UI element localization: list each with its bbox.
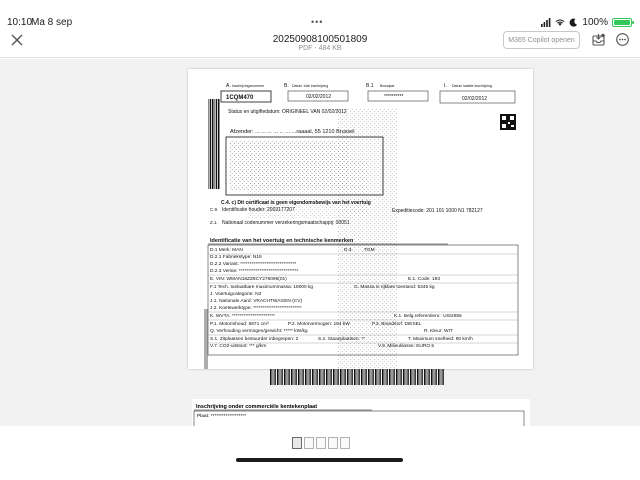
plate-number: 1CQM470 xyxy=(226,95,254,101)
standing-places: S.2. Staanplaatsen: ** xyxy=(318,337,365,342)
inbox-icon[interactable] xyxy=(592,33,605,46)
label-a: A. xyxy=(226,83,231,89)
thumbnail-page-4[interactable] xyxy=(328,437,338,449)
pdf-page[interactable] xyxy=(188,69,533,369)
document-viewer[interactable] xyxy=(0,59,640,426)
document-toolbar xyxy=(0,24,640,58)
more-icon[interactable] xyxy=(616,33,629,46)
row-2: D.2.2 Variant: ****************************** xyxy=(210,262,297,267)
last-registration-date: 02/02/2012 xyxy=(462,96,488,102)
e1-code: E.1. Code: 193 xyxy=(408,277,441,282)
row-5: F.1 Tech. toelaatbare maximummassa: 18000 kg xyxy=(210,285,314,290)
row-11: Q. Verhouding vermogen/gewicht: ***** kW/kg xyxy=(210,329,308,334)
battery-percent: 100% xyxy=(582,17,608,28)
plate-line: Plaat: ******************* xyxy=(197,414,247,419)
expedition-code: Expeditiecode: 201 101 1000 N1 782127 xyxy=(392,208,483,214)
address-line: Afzender: ... ... ... ... ... ... ...raaaal, 55 1210 Brussel xyxy=(230,129,355,135)
fuel: P.3. Brandstof: DIESEL xyxy=(372,322,422,327)
c9-label: C.9. xyxy=(210,207,219,212)
status-bar xyxy=(0,0,640,28)
max-speed: T. Maximum snelheid: 90 km/h xyxy=(408,337,473,342)
insurer-code: Nationaal codenummer verzekeringsmaatschappij: 00051 xyxy=(222,220,350,226)
label-b1-sub: Bouwjaar xyxy=(380,84,395,88)
label-i-sub: Datum laatste inschrijving xyxy=(452,84,492,88)
thumbnail-page-3[interactable] xyxy=(316,437,326,449)
row-7: J.1. Nationale Aard: VRACHTWAGEN (CV) xyxy=(210,299,303,304)
row-1: D.2.1 Fabriekstype: N18 xyxy=(210,255,262,260)
holder-id: Identificatie houder: 2003177207 xyxy=(222,207,295,213)
thumbnail-page-1[interactable] xyxy=(292,437,302,449)
belg-reference: K.1. Belg.referentienr.: UIS2655 xyxy=(394,314,462,319)
label-b1: B.1 xyxy=(366,83,374,89)
home-indicator[interactable] xyxy=(236,458,403,462)
row-4: E. VIN: WMAN18ZZ8CY276096(01) xyxy=(210,277,287,282)
label-b-sub: Datum 1ste inschrijving xyxy=(292,84,329,88)
thumbnail-page-5[interactable] xyxy=(340,437,350,449)
d3-value: TGM xyxy=(364,248,375,253)
status-line: Status en uitgiftedatum: ORIGINEEL VAN 02/02/2012 xyxy=(228,109,347,115)
label-b: B. xyxy=(284,83,289,89)
row-10: P.1. Motorinhoud: 6871 cm³ xyxy=(210,322,269,327)
build-year: ********** xyxy=(384,94,404,100)
c4-notice: C.4. c) Dit certificaat is geen eigendomsbewijs van het voertuig xyxy=(221,200,371,206)
status-date: Ma 8 sep xyxy=(31,17,73,28)
row-9: K. WVTA: *********************** xyxy=(210,314,275,319)
qr-code xyxy=(500,114,516,130)
d3-label: D.3. xyxy=(344,248,353,253)
label-a-sub: Inschrijvingsnummer xyxy=(232,84,265,88)
row-13: V.7. CO2-uitstoot: *** g/km xyxy=(210,344,267,349)
status-time: 10:10 xyxy=(7,17,33,28)
row-6: J. Voertuigcategorie: N3 xyxy=(210,292,262,297)
multitask-dots-icon[interactable]: ••• xyxy=(311,17,324,27)
pdf-page-2[interactable] xyxy=(192,399,530,426)
file-meta: PDF - 484 KB xyxy=(298,45,342,52)
row-0: D.1 Merk: MAN xyxy=(210,248,243,253)
scanned-registration-certificate xyxy=(188,69,533,369)
bottom-bar xyxy=(0,426,640,480)
engine-power: P.2. Motorvermogen: 184 kW xyxy=(288,322,350,327)
thumbnail-page-2[interactable] xyxy=(304,437,314,449)
mass-ready: G. Massa in rijklare toestand: 5345 kg xyxy=(354,285,435,290)
environment-class: V.9. Milieuklasse: EURO 5 xyxy=(378,344,435,349)
section-commercial-title: Inschrijving onder commerciële kentekenplaat xyxy=(196,404,318,410)
side-barcode xyxy=(208,99,220,189)
first-registration-date: 02/02/2012 xyxy=(306,94,332,100)
row-8: J.2. Koetswerktype: ************************** xyxy=(210,306,302,311)
copilot-button[interactable]: M365 Copilot openen xyxy=(503,31,580,49)
page-thumbnails[interactable] xyxy=(292,437,350,449)
row-3: D.2.3 Versie: ******************************** xyxy=(210,269,299,274)
document-barcode xyxy=(270,369,445,385)
section-vehicle-title: Identificatie van het voertuig en technische kenmerken xyxy=(210,238,354,244)
file-name: 20250908100501809 xyxy=(272,34,368,45)
row-12: S.1. Zitplaatsen bestuurder inbegrepen: 2 xyxy=(210,337,299,342)
label-i: I. xyxy=(444,83,447,89)
z1-label: Z.1. xyxy=(210,220,218,225)
second-section-scan xyxy=(192,399,530,426)
colour: R. Kleur: WIT xyxy=(424,329,453,334)
